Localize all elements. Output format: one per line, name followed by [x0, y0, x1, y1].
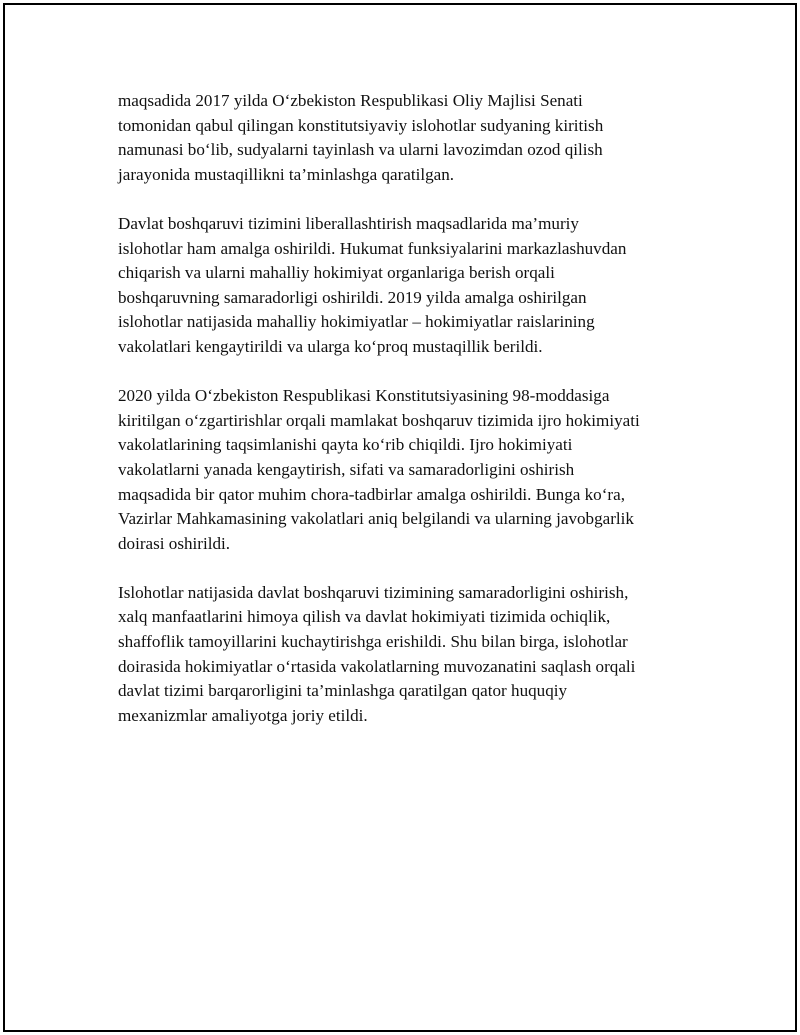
paragraph-2	[118, 212, 698, 360]
text-line: Islohotlar natijasida davlat boshqaruvi tizimining samaradorligini oshirish,	[118, 582, 629, 602]
text-line: chiqarish va ularni mahalliy hokimiyat organlariga berish orqali	[118, 263, 555, 283]
text-line: islohotlar ham amalga oshirildi. Hukumat funksiyalarini markazlashuvdan	[118, 238, 627, 258]
text-line: maqsadida bir qator muhim chora-tadbirlar amalga oshirildi. Bunga ko‘ra,	[118, 484, 625, 504]
text-line: kiritilgan o‘zgartirishlar orqali mamlakat boshqaruv tizimida ijro hokimiyati	[118, 410, 640, 430]
text-line: tomonidan qabul qilingan konstitutsiyaviy islohotlar sudyaning kiritish	[118, 115, 604, 135]
text-line: vakolatlari kengaytirildi va ularga ko‘proq mustaqillik berildi.	[118, 336, 543, 356]
text-line: islohotlar natijasida mahalliy hokimiyatlar – hokimiyatlar raislarining	[118, 312, 595, 332]
text-line: boshqaruvning samaradorligi oshirildi. 2019 yilda amalga oshirilgan	[118, 287, 587, 307]
text-line: namunasi bo‘lib, sudyalarni tayinlash va ularni lavozimdan ozod qilish	[118, 140, 603, 160]
paragraph-4	[118, 581, 698, 729]
paragraph-3	[118, 384, 698, 556]
text-line: davlat tizimi barqarorligini ta’minlashga qaratilgan qator huquqiy	[118, 681, 568, 701]
text-line: jarayonida mustaqillikni ta’minlashga qaratilgan.	[118, 164, 455, 184]
text-line: vakolatlarining taqsimlanishi qayta ko‘rib chiqildi. Ijro hokimiyati	[118, 435, 573, 455]
text-line: mexanizmlar amaliyotga joriy etildi.	[118, 705, 368, 725]
paragraph-1	[118, 89, 698, 187]
text-line: doirasida hokimiyatlar o‘rtasida vakolatlarning muvozanatini saqlash orqali	[118, 656, 636, 676]
text-line: Davlat boshqaruvi tizimini liberallashtirish maqsadlarida ma’muriy	[118, 213, 579, 233]
text-line: doirasi oshirildi.	[118, 533, 231, 553]
text-line: vakolatlarni yanada kengaytirish, sifati va samaradorligini oshirish	[118, 459, 575, 479]
document-body	[118, 89, 698, 753]
text-line: xalq manfaatlarini himoya qilish va davlat hokimiyati tizimida ochiqlik,	[118, 607, 611, 627]
text-line: maqsadida 2017 yilda O‘zbekiston Respublikasi Oliy Majlisi Senati	[118, 91, 583, 110]
text-line: shaffoflik tamoyillarini kuchaytirishga erishildi. Shu bilan birga, islohotlar	[118, 632, 628, 652]
text-line: 2020 yilda O‘zbekiston Respublikasi Konstitutsiyasining 98-moddasiga	[118, 386, 610, 406]
text-line: Vazirlar Mahkamasining vakolatlari aniq belgilandi va ularning javobgarlik	[118, 509, 634, 529]
